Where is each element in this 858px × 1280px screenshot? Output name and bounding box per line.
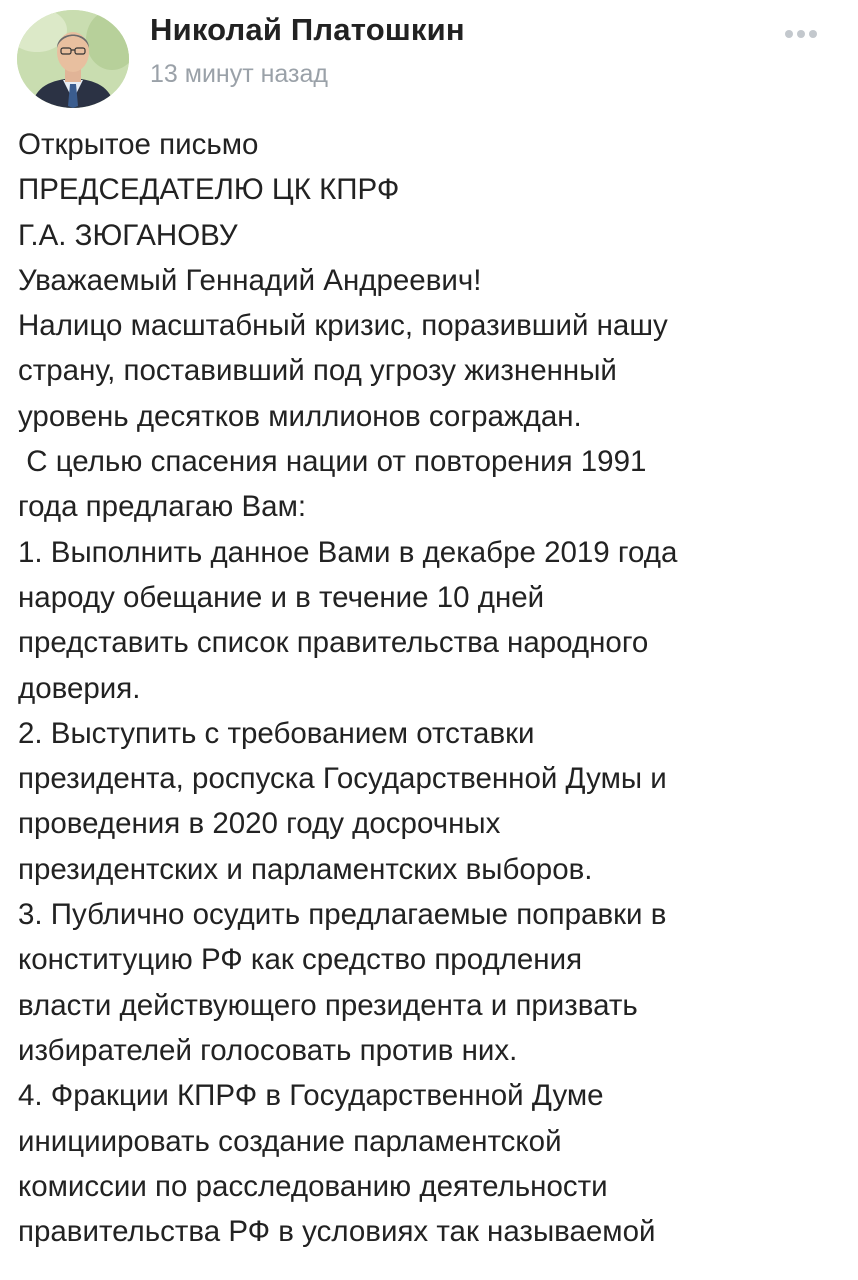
- post-text-line: уровень десятков миллионов сограждан.: [18, 399, 582, 433]
- post-text-line: избирателей голосовать против них.: [18, 1033, 518, 1067]
- post-text-line: проведения в 2020 году досрочных: [18, 807, 501, 841]
- post-text-line: Уважаемый Геннадий Андреевич!: [18, 263, 482, 297]
- post-text-line: ПРЕДСЕДАТЕЛЮ ЦК КПРФ: [18, 173, 400, 207]
- author-name[interactable]: Николай Платошкин: [150, 12, 465, 47]
- post-text-line: 4. Фракции КПРФ в Государственной Думе: [18, 1079, 604, 1113]
- post-text-line: народу обещание и в течение 10 дней: [18, 580, 545, 614]
- post-text-line: С целью спасения нации от повторения 1991: [18, 445, 647, 479]
- more-options-button[interactable]: [772, 20, 828, 48]
- ellipsis-icon: [772, 20, 828, 48]
- post-text-line: доверия.: [18, 671, 141, 705]
- post-text: [18, 122, 848, 1254]
- post-text-line: президентских и парламентских выборов.: [18, 852, 593, 886]
- post-text-line: 2. Выступить с требованием отставки: [18, 716, 535, 750]
- post-text-line: Открытое письмо: [18, 128, 259, 161]
- post-text-line: 3. Публично осудить предлагаемые поправки в: [18, 898, 667, 932]
- post-timestamp[interactable]: 13 минут назад: [150, 60, 328, 88]
- author-avatar[interactable]: [17, 10, 129, 108]
- avatar-photo: [17, 10, 129, 108]
- post-header: [0, 0, 858, 120]
- post-text-line: Г.А. ЗЮГАНОВУ: [18, 218, 238, 252]
- post-text-line: Налицо масштабный кризис, поразивший нашу: [18, 309, 668, 343]
- post-text-line: комиссии по расследованию деятельности: [18, 1169, 608, 1203]
- post-text-line: 1. Выполнить данное Вами в декабре 2019 года: [18, 535, 678, 569]
- post-text-line: правительства РФ в условиях так называемой: [18, 1215, 656, 1249]
- post-text-line: года предлагаю Вам:: [18, 490, 307, 524]
- post-text-line: президента, роспуска Государственной Думы и: [18, 762, 667, 796]
- post-text-line: власти действующего президента и призвать: [18, 988, 638, 1022]
- post-text-line: представить список правительства народного: [18, 626, 649, 660]
- post-text-line: инициировать создание парламентской: [18, 1124, 562, 1158]
- post-text-line: страну, поставивший под угрозу жизненный: [18, 354, 617, 388]
- post-text-line: конституцию РФ как средство продления: [18, 943, 583, 977]
